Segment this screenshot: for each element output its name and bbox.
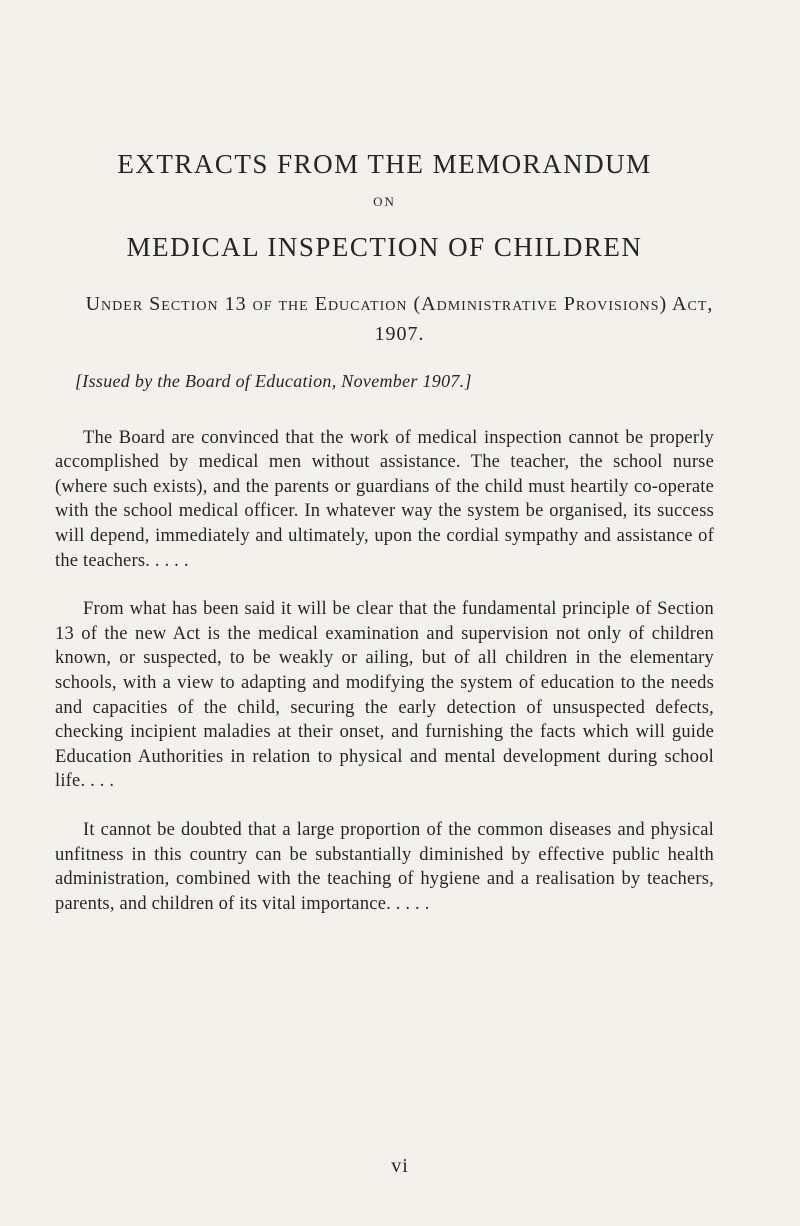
- statute-reference: Under Section 13 of the Education (Administrative Provisions) Act, 1907.: [85, 292, 714, 345]
- page-number: vi: [391, 1155, 409, 1177]
- paragraph-1: The Board are convinced that the work of medical inspection cannot be properly accomplished by medical men without assistance. The teacher, the school nurse (where such exists), and the parents or guardians of the child must heartily co-operate with the school medical officer. In whatever way the system be organised, its success will depend, immediately and ultimately, upon the cordial sympathy and assistance of the teachers. . . . .: [55, 427, 714, 571]
- paragraph-3: It cannot be doubted that a large proportion of the common diseases and physical unfitness in this country can be substantially diminished by effective public health administration, combined with the teaching of hygiene and a realisation by teachers, parents, and children of its vital importance. . . . .: [55, 820, 714, 914]
- document-title: EXTRACTS FROM THE MEMORANDUM: [117, 149, 652, 179]
- issued-note: [Issued by the Board of Education, November 1907.]: [75, 370, 472, 391]
- title-connector: ON: [373, 193, 396, 209]
- document-subtitle: MEDICAL INSPECTION OF CHILDREN: [126, 231, 643, 262]
- paragraph-2: From what has been said it will be clear that the fundamental principle of Section 13 of the new Act is the medical examination and supervision not only of children known, or suspected, to be weakly or ailing, but of all children in the elementary schools, with a view to adapting and modifying the system of education to the needs and capacities of the child, securing the early detection of unsuspected defects, checking incipient maladies at their onset, and furnishing the facts which will guide Education Authorities in relation to physical and mental development during school life. . . .: [55, 599, 714, 792]
